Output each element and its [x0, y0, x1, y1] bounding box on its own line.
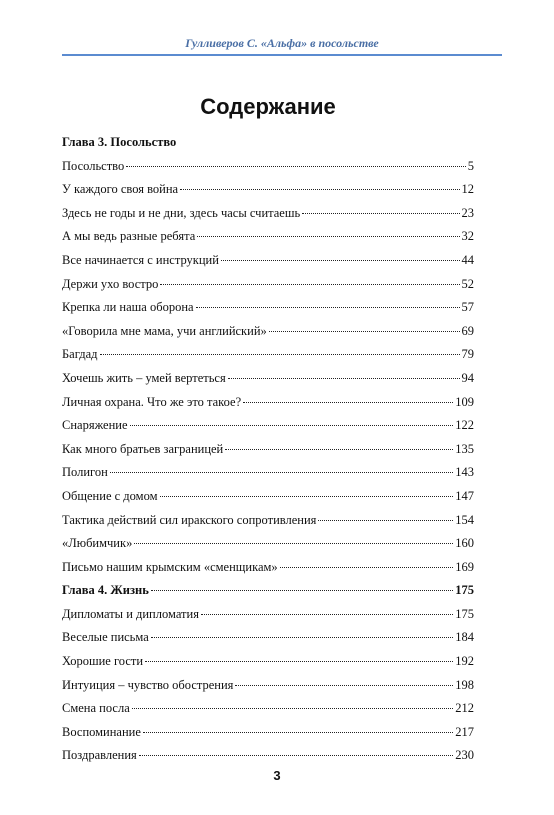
toc-entry — [62, 678, 474, 702]
toc-entry — [62, 253, 474, 277]
table-of-contents — [62, 135, 474, 772]
toc-entry-page: 217 — [455, 724, 474, 739]
toc-entry — [62, 206, 474, 230]
dot-leader — [160, 496, 454, 497]
toc-entry — [62, 300, 474, 324]
dot-leader — [180, 189, 459, 190]
toc-entry-title: Здесь не годы и не дни, здесь часы считаешь — [62, 205, 301, 220]
toc-entry-title: Полигон — [62, 465, 108, 480]
toc-entry-page: 192 — [455, 654, 474, 669]
toc-entry — [62, 654, 474, 678]
toc-chapter-heading — [62, 583, 474, 607]
toc-entry-title: Багдад — [62, 347, 98, 362]
dot-leader — [100, 354, 460, 355]
toc-entry-page: 32 — [461, 229, 474, 244]
toc-entry — [62, 182, 474, 206]
dot-leader — [225, 449, 453, 450]
page-title: Содержание — [200, 94, 336, 119]
dot-leader — [143, 732, 453, 733]
toc-entry-page: 52 — [461, 276, 474, 291]
toc-entry-title: Как много братьев заграницей — [62, 441, 224, 456]
toc-entry-page: 57 — [461, 300, 474, 315]
dot-leader — [280, 567, 454, 568]
toc-entry — [62, 607, 474, 631]
dot-leader — [151, 590, 453, 591]
toc-entry — [62, 442, 474, 466]
toc-entry-page: 198 — [455, 677, 474, 692]
toc-entry — [62, 347, 474, 371]
toc-entry — [62, 560, 474, 584]
toc-entry-page: 147 — [455, 488, 474, 503]
toc-entry-title: У каждого своя война — [62, 182, 179, 197]
toc-entry — [62, 418, 474, 442]
toc-entry-title: Держи ухо востро — [62, 276, 159, 291]
dot-leader — [235, 685, 453, 686]
toc-entry-page: 160 — [455, 536, 474, 551]
toc-entry — [62, 630, 474, 654]
toc-entry-title: Посольство — [62, 158, 125, 173]
toc-entry-page: 154 — [455, 512, 474, 527]
dot-leader — [130, 425, 454, 426]
toc-entry — [62, 229, 474, 253]
toc-entry-page: 212 — [455, 701, 474, 716]
toc-entry-title: Тактика действий сил иракского сопротивления — [62, 512, 317, 527]
dot-leader — [151, 637, 453, 638]
toc-entry-page: 5 — [467, 158, 474, 173]
toc-entry-page: 12 — [461, 182, 474, 197]
dot-leader — [145, 661, 453, 662]
dot-leader — [139, 755, 453, 756]
toc-entry-page: 122 — [455, 418, 474, 433]
dot-leader — [302, 213, 459, 214]
toc-entry — [62, 324, 474, 348]
toc-entry-title: Дипломаты и дипломатия — [62, 606, 199, 621]
toc-entry — [62, 277, 474, 301]
toc-entry-page: 94 — [461, 370, 474, 385]
toc-entry — [62, 513, 474, 537]
dot-leader — [196, 307, 460, 308]
toc-entry-title: «Любимчик» — [62, 536, 133, 551]
toc-chapter-heading — [62, 135, 474, 159]
toc-entry-title: Снаряжение — [62, 418, 128, 433]
toc-entry — [62, 489, 474, 513]
toc-entry-title: Хорошие гости — [62, 654, 144, 669]
toc-entry-title: Глава 3. Посольство — [62, 135, 177, 149]
running-header: Гулливеров С. «Альфа» в посольстве — [185, 36, 379, 50]
toc-entry-title: А мы ведь разные ребята — [62, 229, 196, 244]
toc-entry-title: Глава 4. Жизнь — [62, 583, 149, 598]
toc-entry — [62, 536, 474, 560]
toc-entry-title: Общение с домом — [62, 488, 158, 503]
dot-leader — [126, 166, 466, 167]
toc-entry — [62, 465, 474, 489]
dot-leader — [134, 543, 453, 544]
toc-entry-page: 230 — [455, 748, 474, 763]
dot-leader — [228, 378, 460, 379]
toc-entry-title: Все начинается с инструкций — [62, 252, 219, 267]
toc-entry — [62, 725, 474, 749]
header-rule — [62, 54, 502, 56]
toc-entry — [62, 159, 474, 183]
toc-entry-page: 79 — [461, 347, 474, 362]
toc-entry — [62, 371, 474, 395]
dot-leader — [160, 284, 459, 285]
dot-leader — [243, 402, 453, 403]
toc-entry — [62, 395, 474, 419]
dot-leader — [318, 520, 453, 521]
toc-entry-title: Смена посла — [62, 701, 130, 716]
toc-entry-title: Интуиция – чувство обострения — [62, 677, 234, 692]
toc-entry-page: 109 — [455, 394, 474, 409]
toc-entry-page: 175 — [455, 606, 474, 621]
toc-entry-page: 184 — [455, 630, 474, 645]
dot-leader — [201, 614, 453, 615]
toc-entry-page: 175 — [455, 583, 474, 598]
toc-entry-page: 69 — [461, 323, 474, 338]
toc-entry — [62, 701, 474, 725]
toc-entry-title: Воспоминание — [62, 724, 141, 739]
page-number: 3 — [273, 768, 281, 783]
toc-entry-title: Хочешь жить – умей вертеться — [62, 370, 226, 385]
toc-entry-title: Письмо нашим крымским «сменщикам» — [62, 559, 278, 574]
dot-leader — [269, 331, 460, 332]
toc-entry-page: 23 — [461, 205, 474, 220]
toc-entry-page: 44 — [461, 252, 474, 267]
toc-entry-title: Поздравления — [62, 748, 137, 763]
toc-entry-title: Крепка ли наша оборона — [62, 300, 194, 315]
toc-entry-title: Личная охрана. Что же это такое? — [62, 394, 242, 409]
toc-entry-page: 143 — [455, 465, 474, 480]
toc-entry-page: 135 — [455, 441, 474, 456]
toc-entry-page: 169 — [455, 559, 474, 574]
dot-leader — [197, 236, 459, 237]
dot-leader — [132, 708, 454, 709]
toc-entry-title: Веселые письма — [62, 630, 149, 645]
dot-leader — [221, 260, 460, 261]
toc-entry-title: «Говорила мне мама, учи английский» — [62, 323, 267, 338]
dot-leader — [110, 472, 453, 473]
